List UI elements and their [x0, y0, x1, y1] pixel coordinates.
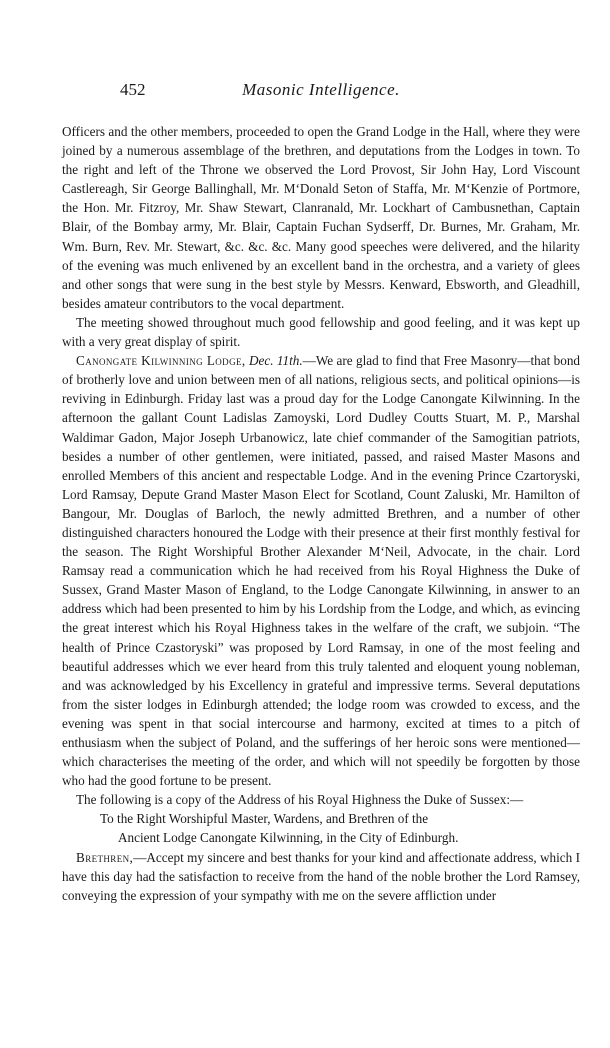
- article-body: [62, 122, 580, 905]
- paragraph-text: —We are glad to find that Free Masonry—that bond of brotherly love and union between men of all nations, religious sects, and political opinions—is reviving in Edinburgh. Friday last was a proud day for the Lodge Canongate Kilwinning. In the afternoon the gallant Count Ladislas Zamoyski, Lord Dudley Coutts Stuart, M. P., Marshal Waldimar Gadon, Major Joseph Urbanowicz, late chief commander of the Samogitian patriots, besides a number of other gentlemen, were initiated, passed, and raised Master Masons and enrolled Members of this ancient and respectable Lodge. And in the evening Prince Czartoryski, Lord Ramsay, Depute Grand Master Mason Elect for Scotland, Count Zaluski, Mr. Hamilton of Bangour, Mr. Douglas of Barloch, the newly admitted Brethren, and a number of other distinguished characters honoured the Lodge with their presence at their first monthly festival for the season. The Right Worshipful Brother Alexander M‘Neil, Advocate, in the chair. Lord Ramsay read a communication which he had received from his Royal Highness the Duke of Sussex, Grand Master Mason of England, to the Lodge Canongate Kilwinning, in answer to an address which had been presented to him by his Lordship from the Lodge, and which, as evincing the great interest which his Royal Highness takes in the welfare of the craft, we subjoin. “The health of Prince Czastoryski” was proposed by Lord Ramsay, in one of the most feeling and beautiful addresses which we ever heard from this truly talented and eloquent young nobleman, and was acknowledged by his Excellency in grateful and impressive terms. Several deputations from the sister lodges in Edinburgh attended; the lodge room was crowded to excess, and the evening was spent in that social intercourse and harmony, excited at times to a pitch of enthusiasm when the subject of Poland, and the sufferings of her heroic sons were mentioned—which characterises the meeting of the order, and which will not speedily be forgotten by those who had the good fortune to be present.: [62, 353, 581, 789]
- paragraph-grand-lodge-meeting: Officers and the other members, proceeded to open the Grand Lodge in the Hall, where they were joined by a numerous assemblage of the brethren, and deputations from the Lodges in town. To the right and left of the Throne we observed the Lord Provost, Sir John Hay, Lord Viscount Castlereagh, Sir George Ballinghall, Mr. M‘Donald Seton of Staffa, Mr. M‘Kenzie of Portmore, the Hon. Mr. Fitzroy, Mr. Shaw Stewart, Clanranald, Mr. Lockhart of Cambusnethan, Captain Blair, of the Bombay army, Mr. Blair, Captain Fuchan Sydserff, Dr. Burnes, Mr. Graham, Mr. Wm. Burn, Rev. Mr. Stewart, &c. &c. &c. Many good speeches were delivered, and the hilarity of the evening was much enlivened by an excellent band in the orchestra, and a variety of glees and other songs that were sung in the best style by Messrs. Kenward, Ebsworth, and Gleadhill, besides amateur contributors to the vocal department.: [62, 124, 580, 311]
- paragraph-letter: [62, 848, 580, 905]
- section-date: Dec. 11th.: [248, 353, 303, 369]
- letter-text: —Accept my sincere and best thanks for your kind and affectionate address, which I have this day had the satisfaction to receive from the hand of the noble brother the Lord Ramsey, conveying the expression of your sympathy with me on the severe affliction under: [62, 849, 580, 903]
- paragraph-address-intro: The following is a copy of the Address of his Royal Highness the Duke of Sussex:—: [76, 792, 524, 808]
- page-number: 452: [120, 80, 146, 99]
- salutation-line-1: To the Right Worshipful Master, Wardens, and Brethren of the: [100, 811, 429, 827]
- paragraph-fellowship: The meeting showed throughout much good fellowship and good feeling, and it was kept up with a very great display of spirit.: [62, 314, 580, 350]
- letter-opening: Brethren,: [76, 849, 134, 865]
- paragraph-canongate-kilwinning: [62, 351, 580, 790]
- address-salutation: [62, 809, 580, 847]
- running-title: Masonic Intelligence.: [242, 80, 400, 99]
- page-header: [62, 80, 580, 108]
- section-heading: Canongate Kilwinning Lodge,: [76, 353, 246, 369]
- salutation-line-2: Ancient Lodge Canongate Kilwinning, in the City of Edinburgh.: [118, 830, 459, 846]
